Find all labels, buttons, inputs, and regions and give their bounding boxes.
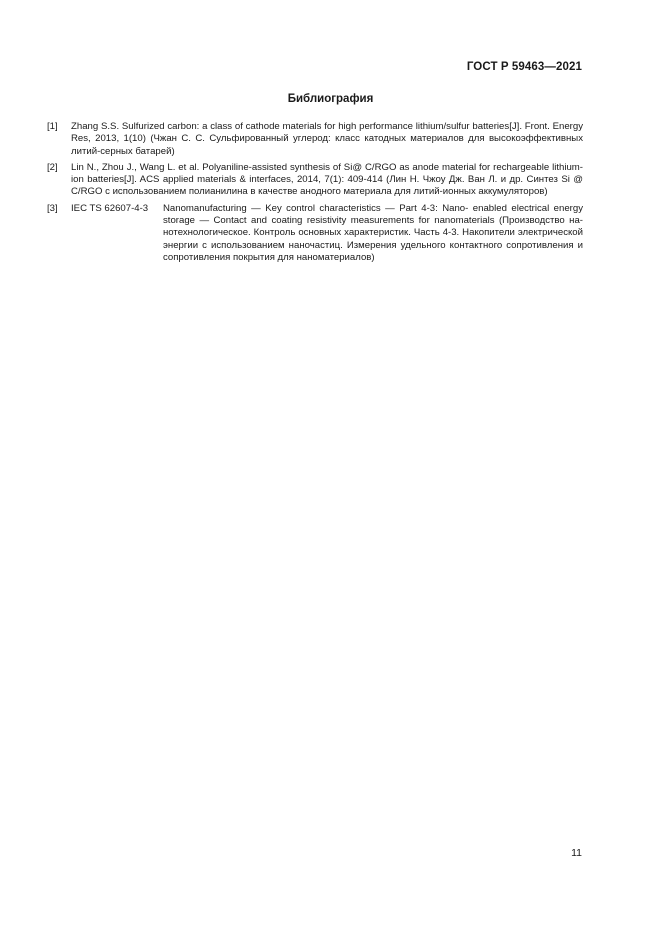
bibliography-entry-1	[47, 121, 583, 158]
document-code: ГОСТ Р 59463—2021	[466, 61, 582, 73]
entry-number: [3]	[47, 202, 58, 214]
entry-text: Lin N., Zhou J., Wang L. et al. Polyaniline-assisted synthesis of Si@ C/RGO as anode material for rechargeable lithium-ion batteries[J]. ACS applied materials & interfaces, 2014, 7(1): 409-414 (Лин Н. Чжоу Дж. Ван Л. и др. Синтез Si @ C/RGO с использованием полианилина в качестве анодного материала для литий-ионных аккумуляторов)	[71, 161, 583, 198]
entry-number: [1]	[47, 121, 58, 132]
standard-code: IEC TS 62607-4-3	[71, 202, 149, 214]
section-title: Библиография	[287, 93, 374, 105]
entry-text: Zhang S.S. Sulfurized carbon: a class of cathode materials for high performance lithium/sulfur batteries[J]. Front. Energy Res, 2013, 1(10) (Чжан С. С. Сульфированный углерод: класс катодных материалов для высокоэффективных литий-серных батарей)	[71, 121, 583, 157]
page-number: 11	[571, 847, 582, 859]
bibliography-list	[47, 121, 583, 268]
entry-text: Nanomanufacturing — Key control characteristics — Part 4-3: Nano- enabled electrical energy storage — Contact and coating resistivity measurements for nanomaterials (Производство нанотехнологическое. Контроль основных характеристик. Часть 4-3. Накопители электрической энергии с использованием наночастиц. Измерения удельного контактного сопротивления и сопротивления покрытия для наноматериалов)	[163, 202, 583, 263]
entry-number: [2]	[47, 161, 58, 173]
bibliography-entry-2	[47, 162, 583, 199]
bibliography-entry-3	[47, 203, 583, 264]
